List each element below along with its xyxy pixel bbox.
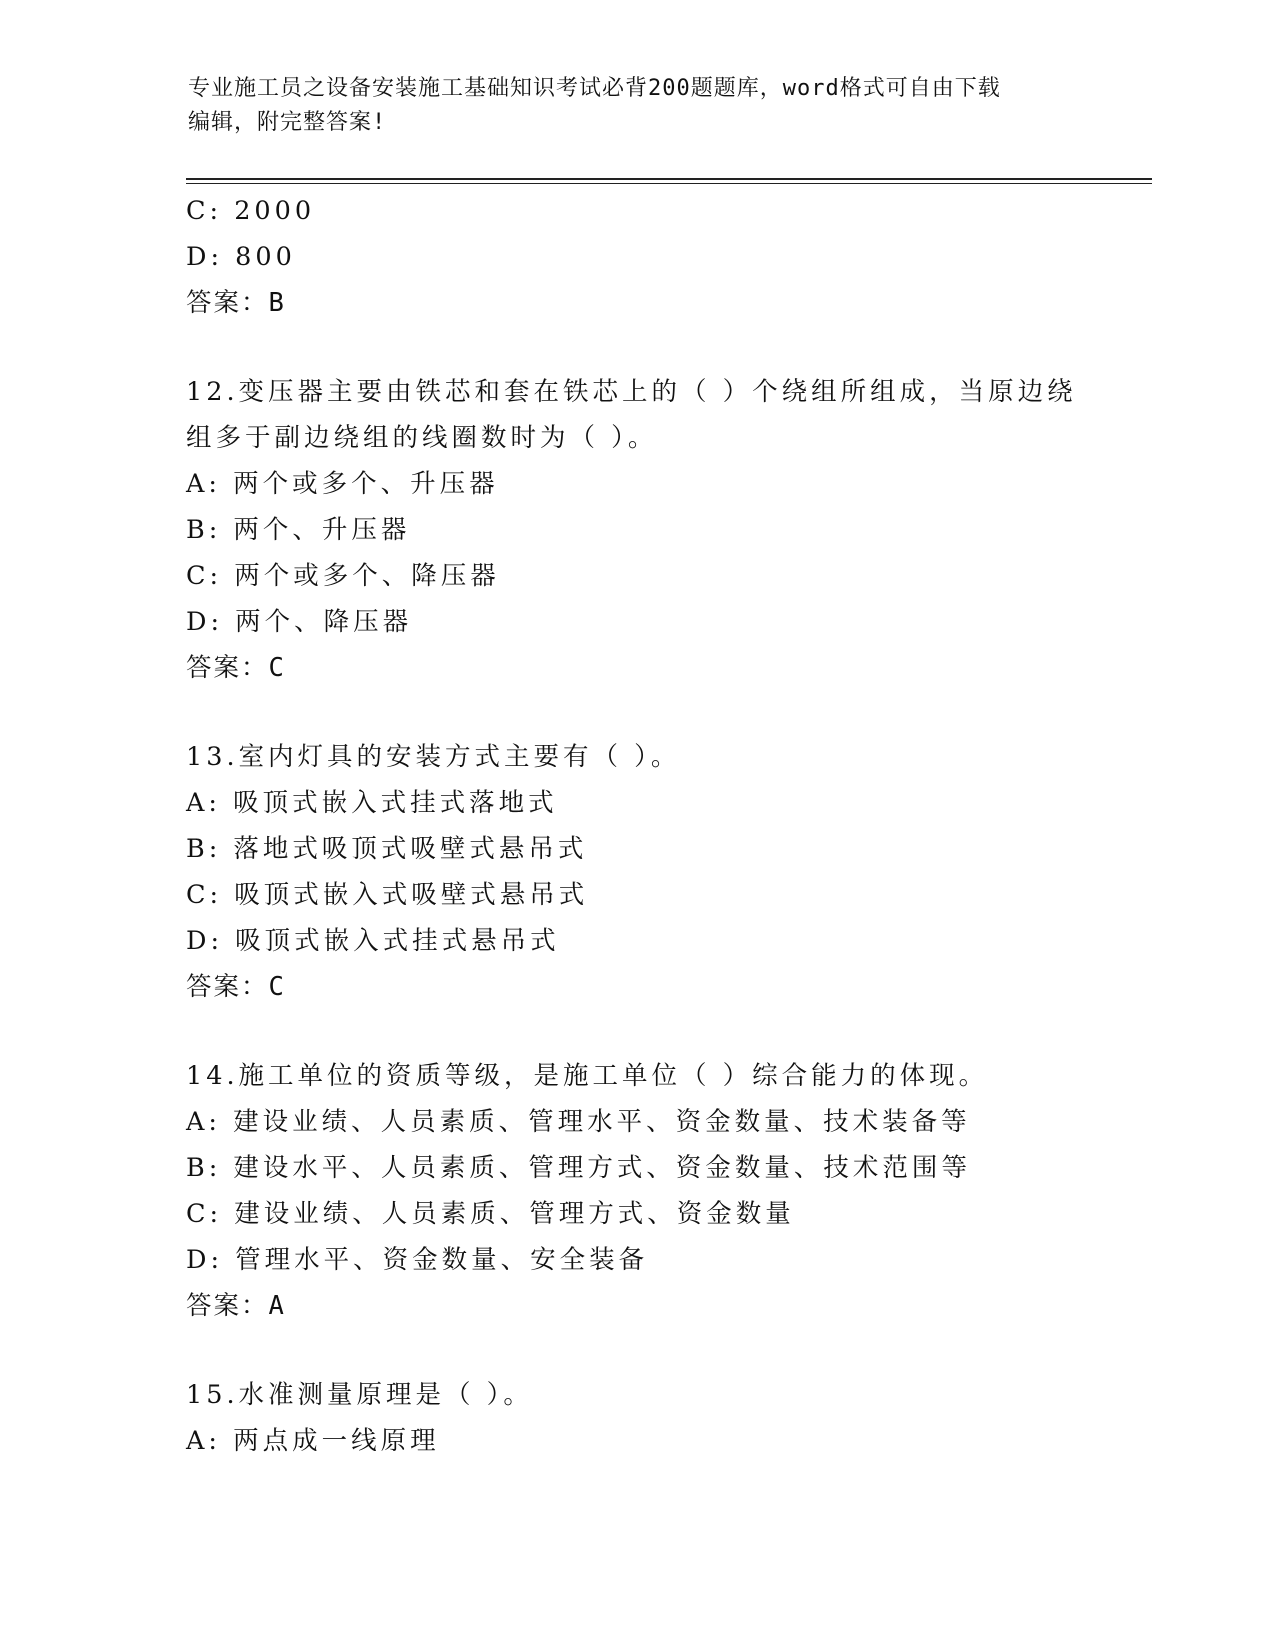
question-stem: 13.室内灯具的安装方式主要有（ ）。 xyxy=(186,742,681,772)
option-b: B: 两个、升压器 xyxy=(186,515,411,545)
answer-line: 答案：C xyxy=(186,972,286,1002)
option-a: A: 吸顶式嵌入式挂式落地式 xyxy=(186,788,558,818)
answer-line: 答案：A xyxy=(186,1291,286,1321)
header-line-2: 编辑，附完整答案! xyxy=(188,110,387,135)
header-line-1: 专业施工员之设备安装施工基础知识考试必背200题题库，word格式可自由下载 xyxy=(188,76,1001,101)
option-c: C: 2000 xyxy=(186,196,316,226)
question-11-continued xyxy=(186,188,1146,326)
document-header xyxy=(188,72,1068,140)
option-b: B: 建设水平、人员素质、管理方式、资金数量、技术范围等 xyxy=(186,1153,971,1183)
option-d: D: 吸顶式嵌入式挂式悬吊式 xyxy=(186,926,560,956)
question-stem: 组多于副边绕组的线圈数时为（ ）。 xyxy=(186,423,658,453)
option-d: D: 两个、降压器 xyxy=(186,607,413,637)
question-list xyxy=(186,188,1146,1464)
option-c: C: 两个或多个、降压器 xyxy=(186,561,500,591)
question-12 xyxy=(186,369,1146,691)
question-stem: 12.变压器主要由铁芯和套在铁芯上的（ ）个绕组所组成，当原边绕 xyxy=(186,377,1077,407)
option-d: D: 管理水平、资金数量、安全装备 xyxy=(186,1245,649,1275)
option-c: C: 建设业绩、人员素质、管理方式、资金数量 xyxy=(186,1199,795,1229)
answer-line: 答案：C xyxy=(186,653,286,683)
option-b: B: 落地式吸顶式吸壁式悬吊式 xyxy=(186,834,588,864)
option-c: C: 吸顶式嵌入式吸壁式悬吊式 xyxy=(186,880,589,910)
option-a: A: 建设业绩、人员素质、管理水平、资金数量、技术装备等 xyxy=(186,1107,971,1137)
option-a: A: 两点成一线原理 xyxy=(186,1426,440,1456)
option-a: A: 两个或多个、升压器 xyxy=(186,469,499,499)
question-13 xyxy=(186,734,1146,1010)
option-d: D: 800 xyxy=(186,242,296,272)
header-divider-thin xyxy=(186,183,1152,184)
question-15 xyxy=(186,1372,1146,1464)
question-stem: 14.施工单位的资质等级，是施工单位（ ）综合能力的体现。 xyxy=(186,1061,989,1091)
header-divider-thick xyxy=(186,178,1152,180)
question-14 xyxy=(186,1053,1146,1329)
answer-line: 答案：B xyxy=(186,288,286,318)
question-stem: 15.水准测量原理是（ ）。 xyxy=(186,1380,533,1410)
